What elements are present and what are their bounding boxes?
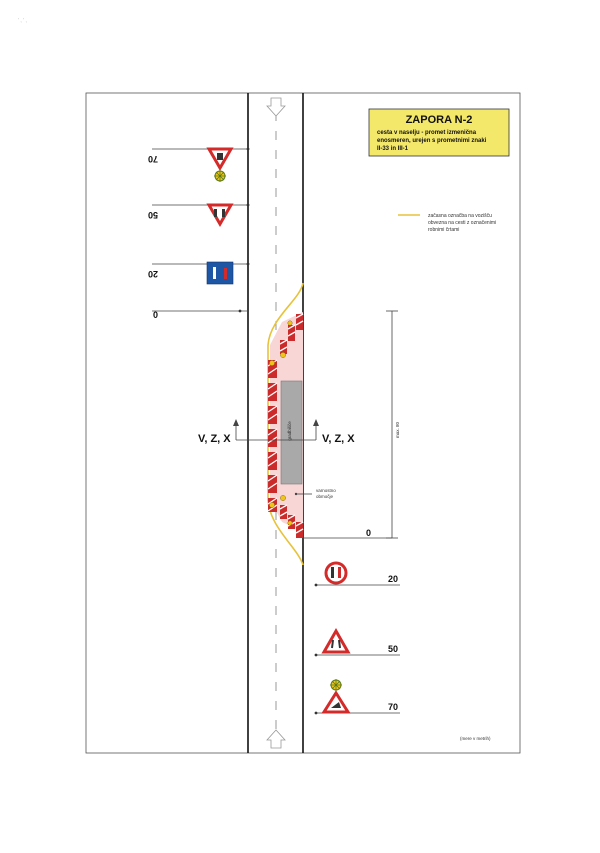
right-distance-70: 70 (388, 702, 399, 712)
left-sign-70 (148, 148, 249, 182)
right-distance-20: 20 (388, 574, 399, 584)
legend-line-2: obvezna na cesti z označenimi (428, 220, 497, 226)
right-distance-0: 0 (366, 528, 372, 538)
give-way-with-narrowing-icon (209, 205, 231, 224)
direction-arrow-up-icon (267, 730, 285, 748)
left-distance-50: 50 (147, 210, 158, 220)
priority-over-oncoming-icon (207, 262, 233, 284)
left-sign-20 (148, 262, 249, 284)
legend (398, 213, 496, 233)
road-narrows-icon (324, 631, 348, 652)
right-sign-50 (315, 631, 400, 656)
legend-line-3: robnimi črtami (428, 227, 460, 233)
title-box (369, 109, 509, 156)
legend-line-1: začasna označba na vozišču (428, 213, 492, 219)
section-label-left: V, Z, X (198, 433, 231, 445)
direction-arrow-down-icon (267, 98, 285, 116)
right-sign-70 (315, 679, 400, 714)
priority-to-oncoming-icon (326, 563, 346, 583)
section-label-right: V, Z, X (322, 433, 355, 445)
right-sign-20 (315, 563, 400, 586)
left-distance-70: 70 (147, 154, 158, 164)
title-heading: ZAPORA N-2 (405, 114, 473, 126)
svg-text:varnostno: varnostno (316, 488, 336, 493)
left-distance-0: 0 (153, 310, 159, 320)
title-line-1: cesta v naselju - promet izmenična (377, 130, 477, 136)
title-line-2: enosmeren, urejen s prometnimi znaki (377, 138, 487, 144)
right-distance-50: 50 (388, 644, 399, 654)
left-distance-20: 20 (147, 269, 158, 279)
unit-note: (mere v metrih) (460, 736, 491, 741)
work-area-label: gradbišče (287, 421, 292, 441)
scan-marks: ' , ' , (18, 18, 27, 24)
roadworks-with-lights-icon (324, 679, 348, 712)
left-sign-50 (148, 204, 249, 224)
give-way-with-lights-icon (209, 149, 231, 182)
title-line-3: II-33 in III-1 (377, 146, 409, 152)
svg-text:območje: območje (316, 494, 334, 499)
right-sign-0 (303, 528, 392, 538)
left-sign-0 (152, 310, 248, 320)
dimension-label: max. 80 (395, 421, 400, 439)
